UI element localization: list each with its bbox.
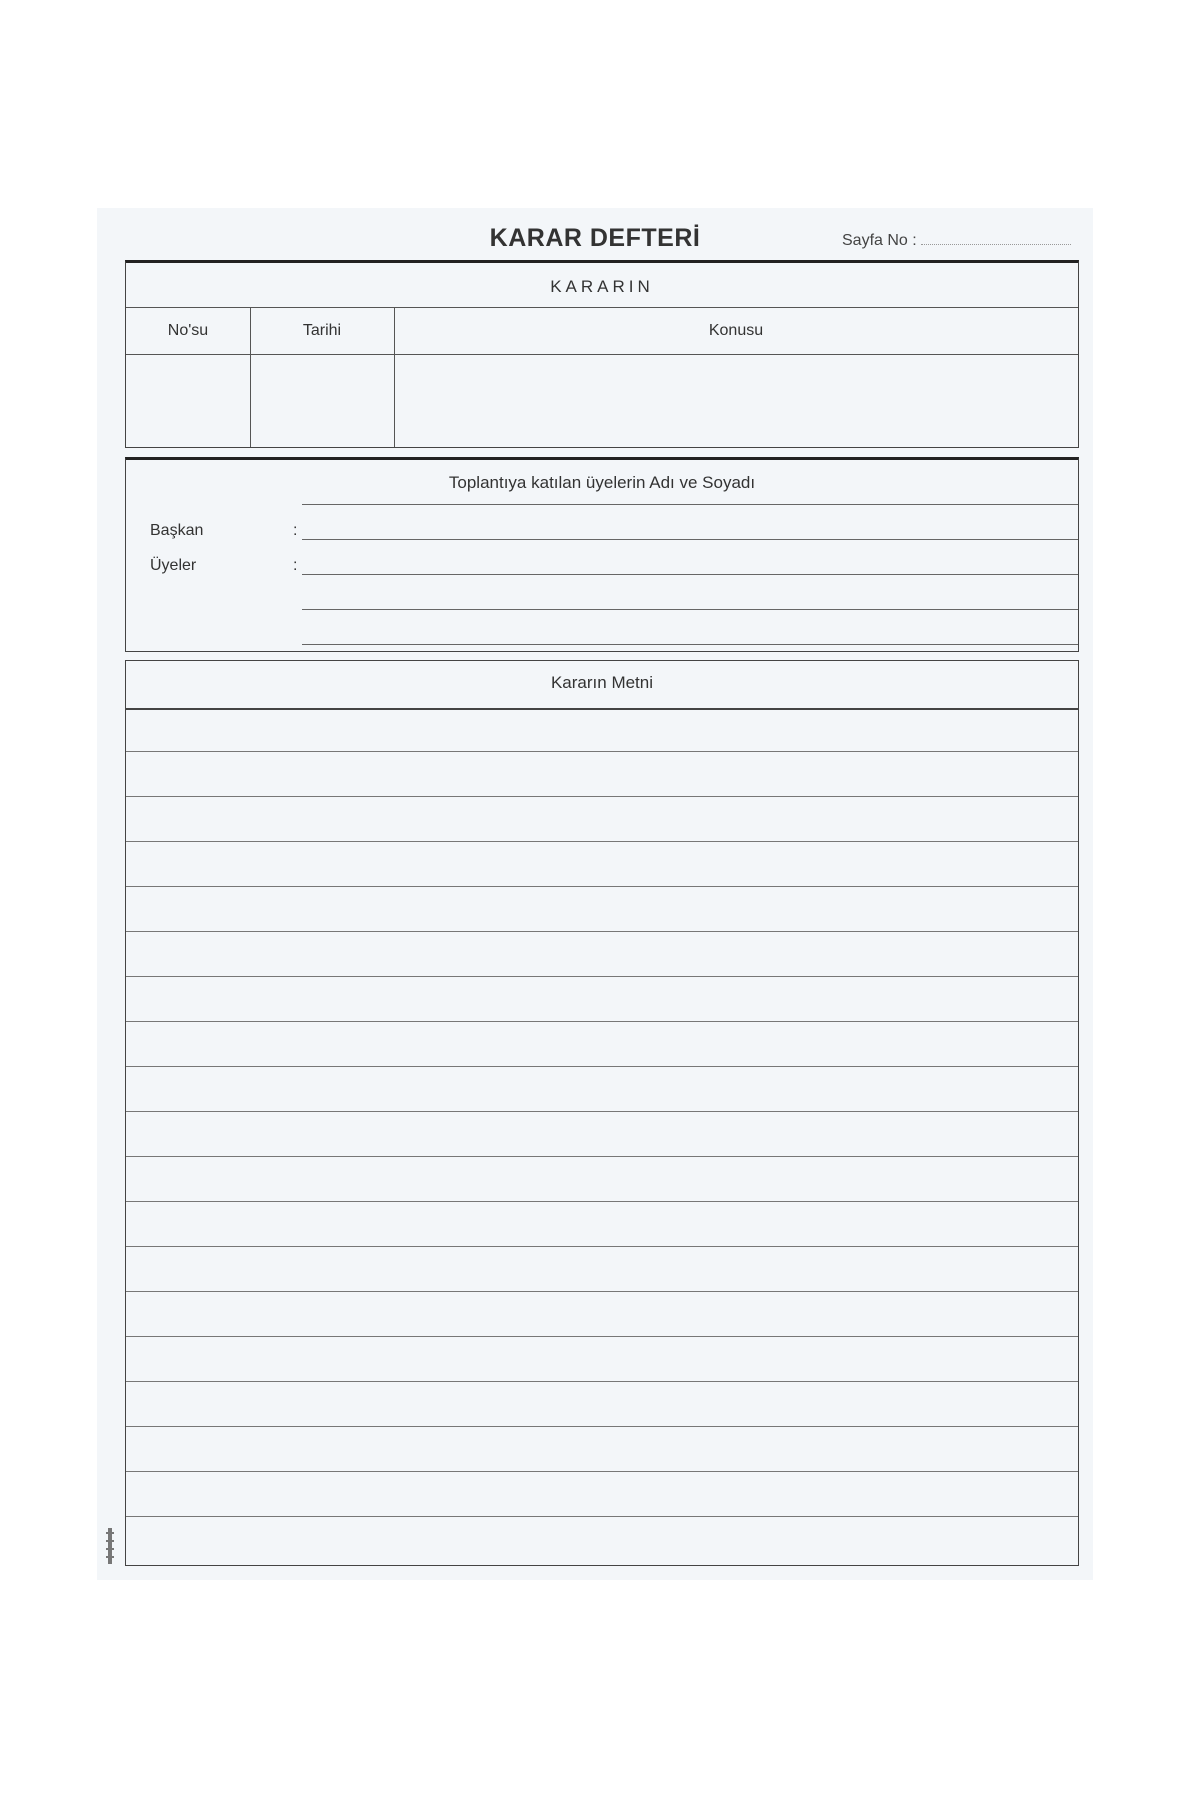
decision-text-section (125, 660, 1079, 1566)
writing-line[interactable] (126, 1156, 1078, 1157)
chair-write-line[interactable] (302, 539, 1078, 540)
members-label: Üyeler (150, 557, 197, 574)
members-colon: : (293, 557, 298, 574)
member-write-line[interactable] (302, 574, 1078, 575)
writing-line[interactable] (126, 841, 1078, 842)
decision-table-header: KARARIN (550, 277, 654, 296)
column-header-subject: Konusu (708, 322, 764, 339)
writing-line[interactable] (126, 796, 1078, 797)
divider (302, 504, 1078, 505)
form-title: KARAR DEFTERİ (489, 224, 701, 252)
writing-line[interactable] (126, 1111, 1078, 1112)
divider (126, 708, 1078, 710)
writing-line[interactable] (126, 1291, 1078, 1292)
column-header-date: Tarihi (302, 322, 342, 339)
chair-colon: : (293, 522, 298, 539)
writing-line[interactable] (126, 886, 1078, 887)
member-write-line[interactable] (302, 609, 1078, 610)
publisher-logo-icon (105, 1528, 115, 1564)
attendees-section (125, 457, 1079, 652)
writing-line[interactable] (126, 1336, 1078, 1337)
attendees-header: Toplantıya katılan üyelerin Adı ve Soyadı (448, 473, 756, 492)
page-number-label: Sayfa No : (842, 232, 917, 249)
writing-line[interactable] (126, 1426, 1078, 1427)
decision-subject-cell[interactable] (395, 355, 1078, 447)
writing-line[interactable] (126, 1381, 1078, 1382)
decision-date-cell[interactable] (251, 355, 394, 447)
writing-line[interactable] (126, 1246, 1078, 1247)
page-number-dotted-line (921, 244, 1071, 245)
writing-line[interactable] (126, 751, 1078, 752)
column-header-number: No'su (167, 322, 209, 339)
writing-line[interactable] (126, 1516, 1078, 1517)
decision-table (125, 260, 1079, 448)
writing-line[interactable] (126, 976, 1078, 977)
writing-line[interactable] (126, 1021, 1078, 1022)
divider (126, 307, 1078, 308)
writing-line[interactable] (126, 1201, 1078, 1202)
writing-line[interactable] (126, 1471, 1078, 1472)
page-number-field[interactable] (842, 232, 1071, 250)
chair-label: Başkan (150, 522, 204, 539)
form-sheet (97, 208, 1093, 1580)
decision-text-header: Kararın Metni (550, 673, 654, 692)
writing-line[interactable] (126, 1066, 1078, 1067)
decision-number-cell[interactable] (126, 355, 250, 447)
writing-line[interactable] (126, 931, 1078, 932)
member-write-line[interactable] (302, 644, 1078, 645)
